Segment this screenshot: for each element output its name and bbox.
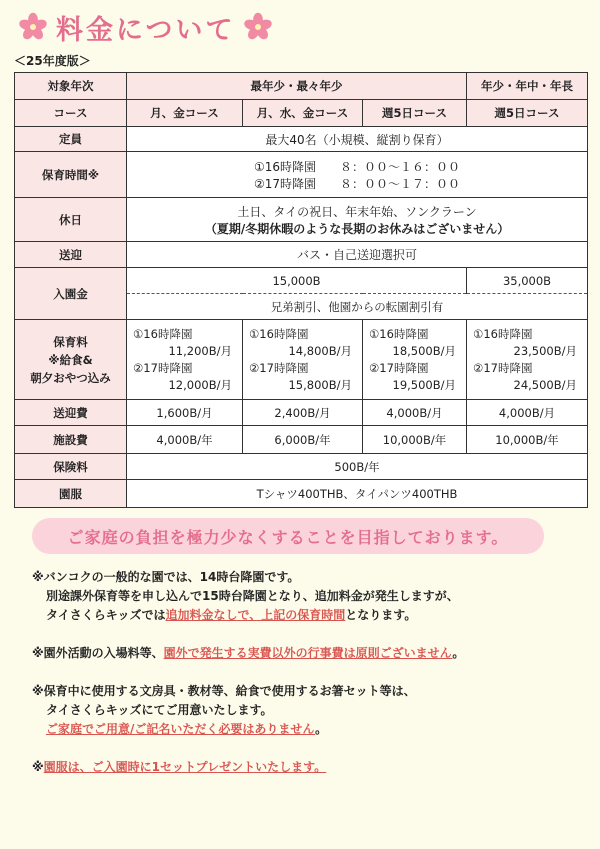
highlight-text: 園服は、ご入園時に1セットプレゼントいたします。	[43, 760, 327, 774]
pickup-value: バス・自己送迎選択可	[127, 242, 588, 268]
table-row	[15, 73, 588, 100]
insurance-label: 保険料	[15, 454, 127, 480]
facility-fee: 4,000B/年	[127, 426, 243, 454]
hours-line-1: ①16時降園 ８：００〜１６：００	[253, 159, 461, 174]
tuition-cell: ①16時降園 18,500B/月 ②17時降園 19,500B/月	[363, 320, 467, 400]
course-cell: 月、金コース	[127, 100, 243, 127]
edition-label: ＜25年度版＞	[14, 54, 91, 68]
table-row	[15, 426, 588, 454]
pickup-label: 送迎	[15, 242, 127, 268]
entry-young: 15,000B	[127, 268, 467, 294]
tuition-cell: ①16時降園 14,800B/月 ②17時降園 15,800B/月	[243, 320, 363, 400]
bus-fee: 4,000B/月	[467, 400, 588, 426]
hours-line-2: ②17時降園 ８：００〜１７：００	[253, 176, 461, 191]
holiday-line-1: 土日、タイの祝日、年末年始、ソンクラーン	[237, 204, 477, 219]
sakura-flower-icon	[18, 12, 48, 42]
fee-table	[14, 72, 588, 508]
age-group-young: 最年少・最々年少	[127, 73, 467, 100]
bus-fee: 2,400B/月	[243, 400, 363, 426]
tuition-label: 保育料 ※給食& 朝夕おやつ込み	[15, 320, 127, 400]
facility-fee: 10,000B/年	[363, 426, 467, 454]
tuition-cell: ①16時降園 23,500B/月 ②17時降園 24,500B/月	[467, 320, 588, 400]
banner-text: ご家庭の負担を極力少なくすることを目指しております。	[67, 527, 509, 547]
highlight-text: ご家庭でご用意/ご記名いただく必要はありません	[46, 722, 316, 736]
sakura-flower-icon	[243, 12, 273, 42]
course-cell: 月、水、金コース	[243, 100, 363, 127]
facility-label: 施設費	[15, 426, 127, 454]
age-label: 対象年次	[15, 73, 127, 100]
entry-note: 兄弟割引、他園からの転園割引有	[127, 294, 588, 320]
holiday-line-2: （夏期/冬期休暇のような長期のお休みはございません）	[204, 221, 510, 236]
holiday-label: 休日	[15, 198, 127, 242]
table-row	[15, 454, 588, 480]
table-row	[15, 152, 588, 198]
insurance-value: 500B/年	[127, 454, 588, 480]
course-cell: 週5日コース	[363, 100, 467, 127]
uniform-label: 園服	[15, 480, 127, 508]
age-group-old: 年少・年中・年長	[467, 73, 588, 100]
uniform-value: Tシャツ400THB、タイパンツ400THB	[127, 480, 588, 508]
entry-old: 35,000B	[467, 268, 588, 294]
bus-fee: 1,600B/月	[127, 400, 243, 426]
table-row	[15, 100, 588, 127]
bus-fee: 4,000B/月	[363, 400, 467, 426]
table-row	[15, 480, 588, 508]
page-title	[18, 10, 273, 44]
course-cell: 週5日コース	[467, 100, 588, 127]
hours-label: 保育時間※	[15, 152, 127, 198]
title-text: 料金について	[56, 14, 236, 46]
note-4: ※園服は、ご入園時に1セットプレゼントいたします。	[32, 760, 327, 774]
table-row	[15, 242, 588, 268]
capacity-value: 最大40名（小規模、縦割り保育）	[127, 127, 588, 152]
facility-fee: 6,000B/年	[243, 426, 363, 454]
hours-value	[127, 152, 588, 198]
banner	[32, 518, 544, 554]
highlight-text: 園外で発生する実費以外の行事費は原則ございません	[163, 646, 453, 660]
note-1: ※バンコクの一般的な園では、14時台降園です。 別途課外保育等を申し込んで15時台降園となり、追加料金が発生しますが、 タイさくらキッズでは追加料金なしで、上記の保育時間となります。	[32, 570, 459, 622]
tuition-cell: ①16時降園 11,200B/月 ②17時降園 12,000B/月	[127, 320, 243, 400]
highlight-text: 追加料金なしで、上記の保育時間	[165, 608, 346, 622]
table-row	[15, 127, 588, 152]
bus-label: 送迎費	[15, 400, 127, 426]
holiday-value	[127, 198, 588, 242]
table-row	[15, 198, 588, 242]
notes	[32, 568, 572, 796]
capacity-label: 定員	[15, 127, 127, 152]
course-label: コース	[15, 100, 127, 127]
note-3: ※保育中に使用する文房具・教材等、給食で使用するお箸セット等は、 タイさくらキッズにてご用意いたします。 ご家庭でご用意/ご記名いただく必要はありません。	[32, 684, 416, 736]
entry-label: 入園金	[15, 268, 127, 320]
facility-fee: 10,000B/年	[467, 426, 588, 454]
table-row	[15, 400, 588, 426]
table-row	[15, 320, 588, 400]
table-row	[15, 268, 588, 294]
note-2: ※園外活動の入場料等、園外で発生する実費以外の行事費は原則ございません。	[32, 646, 465, 660]
